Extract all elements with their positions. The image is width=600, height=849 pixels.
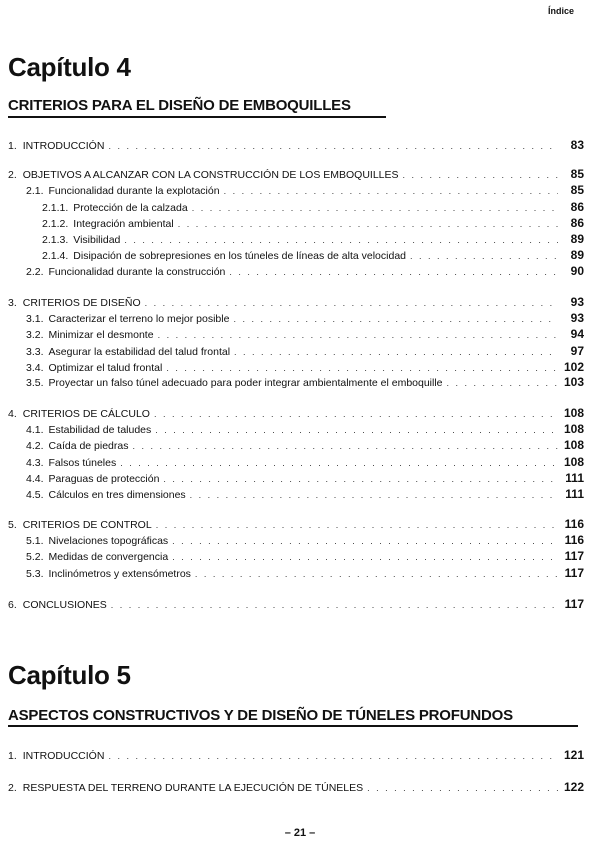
- toc-entry-number: 4.3.: [26, 457, 44, 469]
- toc-entry-page: 108: [563, 438, 584, 452]
- toc-entry-label: Funcionalidad durante la explotación: [48, 185, 220, 197]
- toc-entry-page: 86: [570, 216, 584, 230]
- toc-leader-dots: [133, 441, 559, 451]
- toc-entry[interactable]: [26, 183, 584, 197]
- toc-entry-label: RESPUESTA DEL TERRENO DURANTE LA EJECUCIÓN DE TÚNELES: [22, 782, 364, 794]
- chapter-5-title: Capítulo 5: [8, 660, 131, 690]
- toc-entry[interactable]: [42, 200, 584, 214]
- toc-entry-label: CRITERIOS DE DISEÑO: [22, 297, 141, 309]
- toc-entry[interactable]: [26, 549, 584, 563]
- toc-entry-number: 5.: [8, 519, 17, 531]
- toc-entry-page: 111: [565, 471, 584, 485]
- toc-entry-page: 116: [564, 517, 584, 531]
- toc-entry-number: 2.1.4.: [42, 250, 69, 262]
- toc-leader-dots: [229, 267, 558, 277]
- toc-leader-dots: [163, 474, 558, 484]
- toc-entry-label: Caída de piedras: [48, 440, 129, 452]
- toc-leader-dots: [410, 251, 558, 261]
- toc-entry-label: Protección de la calzada: [73, 202, 188, 214]
- toc-entry-label: Medidas de convergencia: [48, 551, 169, 563]
- toc-entry-label: INTRODUCCIÓN: [22, 750, 105, 762]
- toc-entry-number: 2.: [8, 169, 17, 181]
- toc-entry-page: 83: [570, 138, 584, 152]
- toc-entry-page: 89: [570, 232, 584, 246]
- toc-leader-dots: [195, 569, 558, 579]
- toc-entry-label: CRITERIOS DE CÁLCULO: [22, 408, 150, 420]
- toc-entry-number: 4.: [8, 408, 17, 420]
- toc-entry-label: Estabilidad de taludes: [48, 424, 152, 436]
- toc-entry-page: 121: [563, 748, 584, 762]
- toc-entry-number: 2.1.2.: [42, 218, 69, 230]
- toc-entry-number: 1.: [8, 140, 17, 152]
- toc-entry-number: 4.4.: [26, 473, 44, 485]
- toc-leader-dots: [120, 458, 558, 468]
- toc-entry-label: Asegurar la estabilidad del talud frontal: [48, 346, 231, 358]
- toc-entry-number: 5.2.: [26, 551, 44, 563]
- toc-leader-dots: [190, 490, 558, 500]
- toc-entry-page: 97: [570, 344, 584, 358]
- toc-entry-number: 2.1.1.: [42, 202, 69, 214]
- toc-entry-number: 4.5.: [26, 489, 44, 501]
- toc-entry[interactable]: [8, 167, 584, 181]
- toc-entry-page: 85: [570, 183, 584, 197]
- toc-leader-dots: [224, 186, 558, 196]
- toc-leader-dots: [367, 783, 558, 793]
- toc-entry[interactable]: [8, 780, 584, 794]
- toc-entry[interactable]: [26, 471, 584, 485]
- toc-leader-dots: [145, 298, 558, 308]
- chapter-4-underline: [8, 116, 386, 118]
- toc-entry-label: Falsos túneles: [48, 457, 117, 469]
- toc-entry-number: 3.1.: [26, 313, 44, 325]
- toc-leader-dots: [192, 203, 558, 213]
- toc-entry-page: 90: [570, 264, 584, 278]
- toc-entry[interactable]: [26, 311, 584, 325]
- toc-entry-number: 1.: [8, 750, 17, 762]
- toc-leader-dots: [178, 219, 558, 229]
- toc-entry[interactable]: [42, 248, 584, 262]
- toc-entry-page: 116: [564, 533, 584, 547]
- toc-leader-dots: [156, 520, 558, 530]
- toc-entry[interactable]: [26, 422, 584, 436]
- toc-entry[interactable]: [26, 566, 584, 580]
- toc-leader-dots: [111, 600, 558, 610]
- toc-entry-number: 3.5.: [26, 377, 44, 389]
- toc-entry-page: 108: [563, 406, 584, 420]
- toc-leader-dots: [233, 314, 558, 324]
- toc-entry[interactable]: [26, 533, 584, 547]
- toc-leader-dots: [234, 347, 558, 357]
- toc-entry[interactable]: [8, 295, 584, 309]
- toc-entry-label: Inclinómetros y extensómetros: [48, 568, 191, 580]
- toc-entry-number: 3.4.: [26, 362, 44, 374]
- toc-entry-number: 2.1.: [26, 185, 44, 197]
- toc-leader-dots: [166, 363, 558, 373]
- toc-entry-label: OBJETIVOS A ALCANZAR CON LA CONSTRUCCIÓN DE LOS EMBOQUILLES: [22, 169, 399, 181]
- chapter-5-underline: [8, 725, 578, 727]
- toc-leader-dots: [447, 378, 558, 388]
- toc-entry-label: Optimizar el talud frontal: [48, 362, 163, 374]
- toc-entry-label: Disipación de sobrepresiones en los túneles de líneas de alta velocidad: [73, 250, 406, 262]
- toc-entry-page: 93: [570, 311, 584, 325]
- toc-entry-page: 89: [570, 248, 584, 262]
- toc-entry-label: Paraguas de protección: [48, 473, 160, 485]
- toc-leader-dots: [155, 425, 558, 435]
- toc-entry-number: 4.2.: [26, 440, 44, 452]
- toc-entry[interactable]: [26, 455, 584, 469]
- header-index-label: Índice: [547, 6, 574, 16]
- toc-leader-dots: [108, 141, 558, 151]
- toc-entry[interactable]: [26, 375, 584, 389]
- toc-entry[interactable]: [42, 232, 584, 246]
- chapter-5-subtitle: ASPECTOS CONSTRUCTIVOS Y DE DISEÑO DE TÚNELES PROFUNDOS: [8, 707, 513, 724]
- toc-entry-page: 108: [563, 422, 584, 436]
- toc-entry[interactable]: [8, 406, 584, 420]
- toc-entry[interactable]: [26, 344, 584, 358]
- toc-entry-label: CONCLUSIONES: [22, 599, 107, 611]
- toc-leader-dots: [154, 409, 558, 419]
- toc-entry-number: 5.3.: [26, 568, 44, 580]
- toc-entry-page: 102: [563, 360, 584, 374]
- toc-leader-dots: [172, 552, 558, 562]
- toc-entry-number: 2.2.: [26, 266, 44, 278]
- toc-entry[interactable]: [26, 360, 584, 374]
- toc-entry-page: 103: [563, 375, 584, 389]
- toc-leader-dots: [108, 751, 558, 761]
- toc-entry-label: Visibilidad: [73, 234, 121, 246]
- toc-leader-dots: [158, 330, 558, 340]
- toc-leader-dots: [124, 235, 558, 245]
- toc-entry-label: Integración ambiental: [73, 218, 174, 230]
- toc-entry-label: Proyectar un falso túnel adecuado para poder integrar ambientalmente el emboquille: [48, 377, 443, 389]
- toc-entry[interactable]: [42, 216, 584, 230]
- toc-entry-page: 117: [564, 597, 584, 611]
- toc-entry-label: Cálculos en tres dimensiones: [48, 489, 186, 501]
- toc-entry-number: 5.1.: [26, 535, 44, 547]
- toc-entry-page: 108: [563, 455, 584, 469]
- toc-entry-page: 93: [570, 295, 584, 309]
- toc-entry-number: 3.: [8, 297, 17, 309]
- toc-entry-number: 2.1.3.: [42, 234, 69, 246]
- toc-leader-dots: [403, 170, 558, 180]
- toc-entry-label: Funcionalidad durante la construcción: [48, 266, 226, 278]
- toc-entry-number: 4.1.: [26, 424, 44, 436]
- toc-entry-page: 111: [565, 487, 584, 501]
- toc-entry[interactable]: [26, 264, 584, 278]
- toc-entry-number: 3.2.: [26, 329, 44, 341]
- toc-entry-page: 85: [570, 167, 584, 181]
- toc-leader-dots: [172, 536, 558, 546]
- toc-entry-label: CRITERIOS DE CONTROL: [22, 519, 152, 531]
- toc-entry-label: Caracterizar el terreno lo mejor posible: [48, 313, 230, 325]
- toc-entry[interactable]: [26, 327, 584, 341]
- toc-entry-number: 6.: [8, 599, 17, 611]
- toc-entry-page: 86: [570, 200, 584, 214]
- toc-entry[interactable]: [8, 748, 584, 762]
- page-number: – 21 –: [284, 827, 316, 839]
- toc-entry[interactable]: [8, 597, 584, 611]
- toc-entry-page: 94: [570, 327, 584, 341]
- toc-entry-label: INTRODUCCIÓN: [22, 140, 105, 152]
- toc-entry[interactable]: [26, 487, 584, 501]
- toc-entry-page: 117: [564, 566, 584, 580]
- toc-entry-number: 3.3.: [26, 346, 44, 358]
- toc-entry[interactable]: [8, 517, 584, 531]
- toc-entry-number: 2.: [8, 782, 17, 794]
- chapter-4-subtitle: CRITERIOS PARA EL DISEÑO DE EMBOQUILLES: [8, 97, 351, 114]
- toc-entry-page: 122: [563, 780, 584, 794]
- toc-entry-page: 117: [564, 549, 584, 563]
- chapter-4-title: Capítulo 4: [8, 52, 131, 82]
- toc-entry[interactable]: [8, 138, 584, 152]
- toc-entry[interactable]: [26, 438, 584, 452]
- toc-entry-label: Minimizar el desmonte: [48, 329, 154, 341]
- toc-entry-label: Nivelaciones topográficas: [48, 535, 169, 547]
